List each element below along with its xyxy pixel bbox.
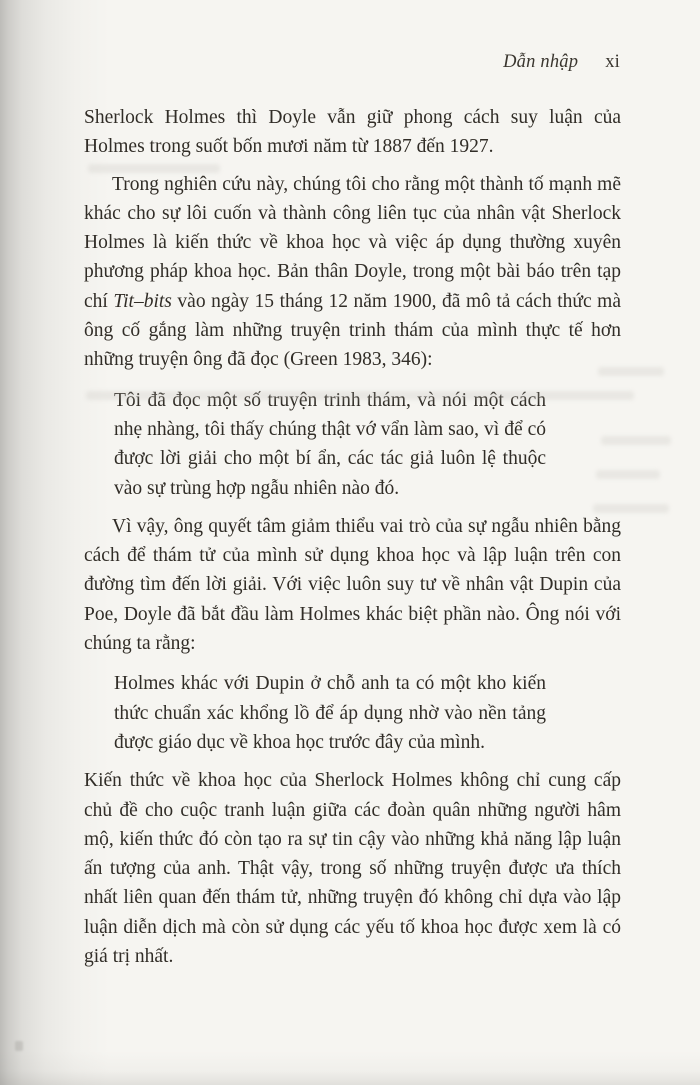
- running-title: Dẫn nhập: [503, 52, 579, 72]
- block-quote: Holmes khác với Dupin ở chỗ anh ta có một kho kiến thức chuẩn xác khổng lồ để áp dụng nhờ vào nền tảng được giáo dục về khoa học trước đây của mình.: [114, 673, 546, 753]
- running-header: [503, 52, 620, 73]
- scan-speck: [15, 1041, 23, 1051]
- paragraph-text: Trong nghiên cứu này, chúng tôi cho rằng một thành tố mạnh mẽ khác cho sự lôi cuốn và thành công liên tục của nhân vật Sherlock Holmes là kiến thức về khoa học và việc áp dụng thường xuyên phương pháp khoa học. Bản thân Doyle, trong một bài báo trên tạp chí: [84, 173, 621, 312]
- paragraph-continuation: Sherlock Holmes thì Doyle vẫn giữ phong cách suy luận của Holmes trong suốt bốn mươi năm từ 1887 đến 1927.: [84, 107, 621, 158]
- paragraph: Vì vậy, ông quyết tâm giảm thiểu vai trò của sự ngẫu nhiên bằng cách để thám tử của mình sử dụng khoa học và lập luận trên con đường tìm đến lời giải. Với việc luôn suy tư về nhân vật Dupin của Poe, Doyle đã bắt đầu làm Holmes khác biệt phần nào. Ông nói với chúng ta rằng:: [84, 515, 621, 655]
- paragraph: Kiến thức về khoa học của Sherlock Holmes không chỉ cung cấp chủ đề cho cuộc tranh luận giữa các đoàn quân những người hâm mộ, kiến thức đó còn tạo ra sự tin cậy vào những khả năng lập luận ấn tượng của anh. Thật vậy, trong số những truyện được ưa thích nhất liên quan đến thám tử, những truyện đó không chỉ dựa vào lập luận diễn dịch mà còn sử dụng các yếu tố khoa học được xem là có giá trị nhất.: [84, 770, 621, 968]
- journal-title-italic: Tit–bits: [113, 290, 172, 312]
- paragraph: [84, 170, 621, 375]
- page-number: xi: [605, 52, 620, 72]
- paragraph-text: vào ngày 15 tháng 12 năm 1900, đã mô tả cách thức mà ông cố gắng làm những truyện trinh thám của mình thực tế hơn những truyện ông đã đọc (Green 1983, 346):: [84, 290, 621, 371]
- block-quote: Tôi đã đọc một số truyện trinh thám, và nói một cách nhẹ nhàng, tôi thấy chúng thật vớ vẩn làm sao, vì để có được lời giải cho một bí ẩn, các tác giả luôn lệ thuộc vào sự trùng hợp ngẫu nhiên nào đó.: [114, 389, 546, 499]
- text-column: [84, 103, 621, 979]
